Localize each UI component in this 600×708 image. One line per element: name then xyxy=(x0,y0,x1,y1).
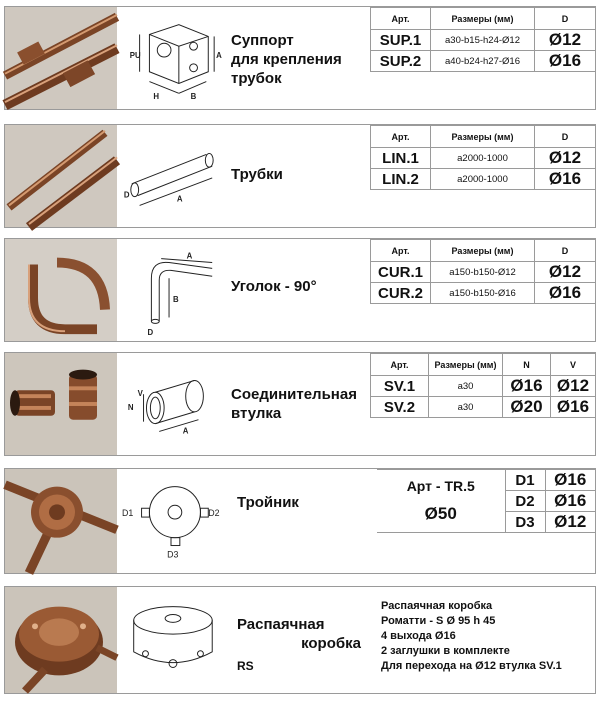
header-art: Арт. xyxy=(371,8,431,30)
tee-drawing-svg xyxy=(121,469,221,573)
tubes-spec-table xyxy=(370,125,596,190)
dims-value: a2000-1000 xyxy=(431,169,535,190)
sleeve-photo xyxy=(5,353,117,455)
tee-spec-table xyxy=(377,469,596,533)
support-name-line: трубок xyxy=(231,70,282,87)
diameter-value: Ø16 xyxy=(535,51,596,72)
box-drawing-svg xyxy=(121,587,221,693)
tee-art-label: Арт - TR.5 xyxy=(406,478,475,494)
v-value: Ø12 xyxy=(551,376,596,397)
sleeve-name-line: втулка xyxy=(231,405,282,422)
tee-drawing xyxy=(121,469,221,573)
support-dim-h: H xyxy=(153,92,160,102)
box-desc-line: 2 заглушки в комплекте xyxy=(381,645,510,657)
tubes-photo-image xyxy=(5,125,117,227)
support-name xyxy=(231,31,342,88)
art-code: SUP.1 xyxy=(371,30,431,51)
art-code: CUR.1 xyxy=(371,262,431,283)
n-value: Ø20 xyxy=(503,397,551,418)
dims-value: a40-b24-h27-Ø16 xyxy=(431,51,535,72)
sleeve-dim-v: V xyxy=(137,389,143,399)
header-v: V xyxy=(551,354,596,376)
support-photo xyxy=(5,7,117,109)
tee-photo-image xyxy=(5,469,117,573)
box-desc-line: Для перехода на Ø12 втулка SV.1 xyxy=(381,660,562,672)
header-d: D xyxy=(535,240,596,262)
dims-value: a2000-1000 xyxy=(431,148,535,169)
support-dim-b: B xyxy=(190,92,197,102)
header-art: Арт. xyxy=(371,126,431,148)
header-art: Арт. xyxy=(371,240,431,262)
tee-photo xyxy=(5,469,117,573)
box-name-line: коробка xyxy=(301,635,361,652)
product-card-tee xyxy=(4,468,596,574)
sleeve-dim-a: A xyxy=(182,426,189,436)
elbow-name-line: Уголок - 90° xyxy=(231,278,317,295)
diameter-value: Ø12 xyxy=(535,262,596,283)
tee-art-diameter: Ø50 xyxy=(424,504,457,523)
tubes-dim-d: D xyxy=(123,190,130,200)
header-dims: Размеры (мм) xyxy=(429,354,503,376)
tubes-name xyxy=(231,165,283,184)
box-name xyxy=(237,615,361,676)
header-d: D xyxy=(535,8,596,30)
product-card-sleeve xyxy=(4,352,596,456)
tee-art-cell xyxy=(377,470,505,533)
support-drawing-svg xyxy=(121,7,221,109)
diameter-value: Ø12 xyxy=(545,512,596,533)
elbow-dim-a: A xyxy=(186,251,193,261)
elbow-photo xyxy=(5,239,117,341)
tubes-photo xyxy=(5,125,117,227)
tee-row-label: D3 xyxy=(505,512,545,533)
diameter-value: Ø16 xyxy=(535,283,596,304)
sleeve-drawing xyxy=(121,353,221,455)
box-name-line: Распаячная xyxy=(237,616,325,633)
diameter-value: Ø12 xyxy=(535,30,596,51)
box-desc-line: 4 выхода Ø16 xyxy=(381,630,456,642)
diameter-value: Ø12 xyxy=(535,148,596,169)
art-code: SV.1 xyxy=(371,376,429,397)
tee-dim-d3: D3 xyxy=(167,549,179,560)
tee-dim-d2: D2 xyxy=(208,508,220,519)
box-code: RS xyxy=(237,659,254,673)
header-dims: Размеры (мм) xyxy=(431,8,535,30)
support-name-line: Суппорт xyxy=(231,32,294,49)
product-card-tubes xyxy=(4,124,596,228)
diameter-value: Ø16 xyxy=(545,470,596,491)
v-value: Ø16 xyxy=(551,397,596,418)
tee-row-label: D2 xyxy=(505,491,545,512)
support-dim-a: A xyxy=(216,51,222,61)
tee-name-line: Тройник xyxy=(237,494,299,511)
support-dim-pu: PU xyxy=(129,51,141,61)
box-desc-line: Роматти - S Ø 95 h 45 xyxy=(381,615,496,627)
diameter-value: Ø16 xyxy=(535,169,596,190)
dims-value: a150-b150-Ø16 xyxy=(431,283,535,304)
diameter-value: Ø16 xyxy=(545,491,596,512)
header-n: N xyxy=(503,354,551,376)
tubes-drawing xyxy=(121,125,221,227)
header-art: Арт. xyxy=(371,354,429,376)
sleeve-name-line: Соединительная xyxy=(231,386,357,403)
header-d: D xyxy=(535,126,596,148)
box-desc-line: Распаячная коробка xyxy=(381,600,493,612)
product-card-support xyxy=(4,6,596,110)
dims-value: a30 xyxy=(429,397,503,418)
support-photo-image xyxy=(5,7,117,109)
dims-value: a30-b15-h24-Ø12 xyxy=(431,30,535,51)
tee-row-label: D1 xyxy=(505,470,545,491)
box-description xyxy=(381,599,562,674)
header-dims: Размеры (мм) xyxy=(431,240,535,262)
sleeve-name xyxy=(231,385,357,423)
elbow-photo-image xyxy=(5,239,117,341)
product-card-elbow xyxy=(4,238,596,342)
header-dims: Размеры (мм) xyxy=(431,126,535,148)
support-drawing xyxy=(121,7,221,109)
dims-value: a30 xyxy=(429,376,503,397)
tee-name xyxy=(237,493,299,512)
tubes-name-line: Трубки xyxy=(231,166,283,183)
art-code: CUR.2 xyxy=(371,283,431,304)
elbow-dim-b: B xyxy=(172,294,179,304)
elbow-name xyxy=(231,277,317,296)
sleeve-photo-image xyxy=(5,353,117,455)
elbow-drawing xyxy=(121,239,221,341)
support-name-line: для крепления xyxy=(231,51,342,68)
art-code: SV.2 xyxy=(371,397,429,418)
box-photo-image xyxy=(5,587,117,693)
art-code: SUP.2 xyxy=(371,51,431,72)
elbow-spec-table xyxy=(370,239,596,304)
elbow-dim-d: D xyxy=(147,328,154,338)
elbow-drawing-svg xyxy=(121,239,221,341)
tubes-dim-a: A xyxy=(176,194,183,204)
dims-value: a150-b150-Ø12 xyxy=(431,262,535,283)
sleeve-drawing-svg xyxy=(121,353,221,455)
support-spec-table xyxy=(370,7,596,72)
sleeve-dim-n: N xyxy=(127,402,134,412)
art-code: LIN.2 xyxy=(371,169,431,190)
tee-dim-d1: D1 xyxy=(121,508,134,519)
product-card-junction-box xyxy=(4,586,596,694)
box-drawing xyxy=(121,587,221,693)
n-value: Ø16 xyxy=(503,376,551,397)
box-photo xyxy=(5,587,117,693)
art-code: LIN.1 xyxy=(371,148,431,169)
sleeve-spec-table xyxy=(370,353,596,418)
tubes-drawing-svg xyxy=(121,125,221,227)
